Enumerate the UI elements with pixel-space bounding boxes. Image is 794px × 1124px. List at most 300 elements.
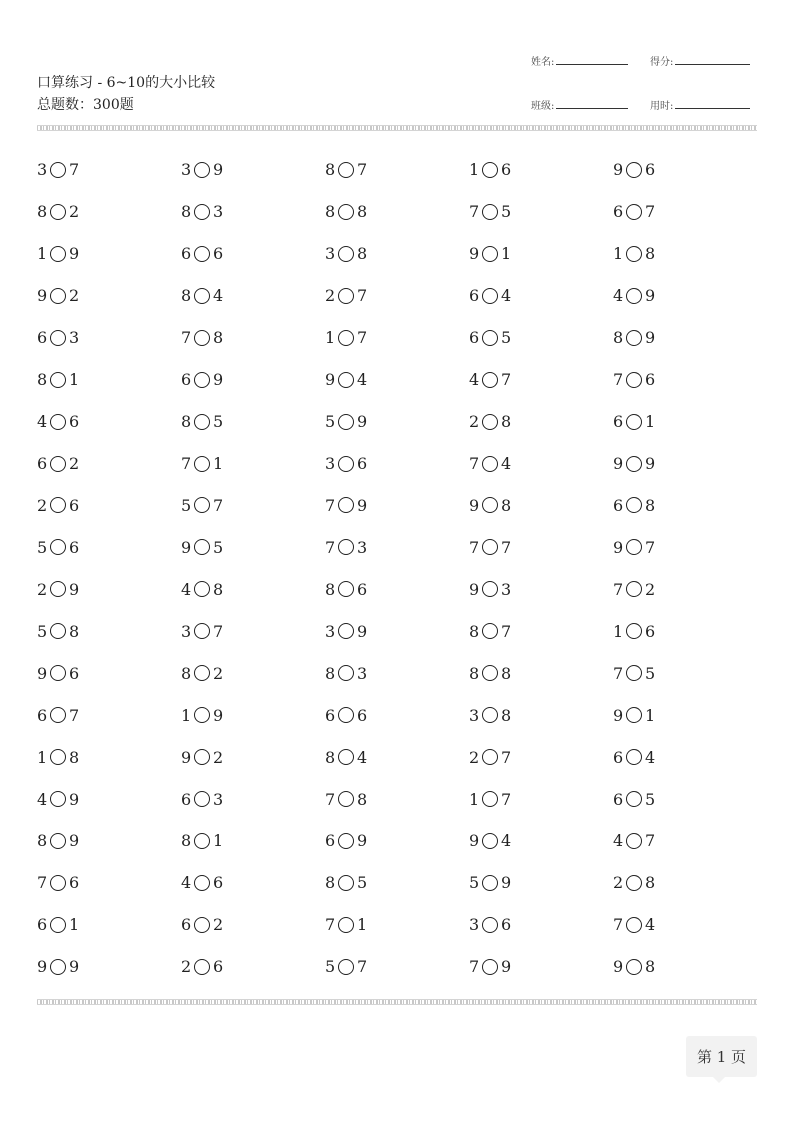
answer-circle[interactable] <box>626 623 642 639</box>
score-label: 得分: <box>650 57 674 68</box>
answer-circle[interactable] <box>482 833 498 849</box>
answer-circle[interactable] <box>194 456 210 472</box>
answer-circle[interactable] <box>626 791 642 807</box>
left-number: 5 <box>325 412 336 432</box>
comparison-problem <box>181 622 325 641</box>
left-number: 9 <box>469 495 480 515</box>
answer-circle[interactable] <box>338 833 354 849</box>
answer-circle[interactable] <box>50 791 66 807</box>
answer-circle[interactable] <box>626 707 642 723</box>
right-number: 9 <box>357 495 368 515</box>
right-number: 3 <box>501 579 512 599</box>
left-number: 6 <box>469 286 480 306</box>
answer-circle[interactable] <box>482 623 498 639</box>
comparison-problem <box>469 706 613 725</box>
left-number: 2 <box>469 412 480 432</box>
comparison-problem <box>469 454 613 473</box>
answer-circle[interactable] <box>482 330 498 346</box>
answer-circle[interactable] <box>338 330 354 346</box>
answer-circle[interactable] <box>338 749 354 765</box>
comparison-problem <box>181 790 325 809</box>
right-number: 5 <box>501 202 512 222</box>
worksheet-title: 口算练习 - 6~10的大小比较 <box>37 75 216 91</box>
right-number: 8 <box>645 495 656 515</box>
comparison-problem <box>37 748 181 767</box>
comparison-problem <box>469 664 613 683</box>
comparison-problem <box>37 286 181 305</box>
left-number: 8 <box>37 202 48 222</box>
answer-circle[interactable] <box>482 665 498 681</box>
answer-circle[interactable] <box>482 539 498 555</box>
right-number: 6 <box>213 957 224 977</box>
answer-circle[interactable] <box>194 204 210 220</box>
left-number: 9 <box>469 244 480 264</box>
right-number: 2 <box>69 454 80 474</box>
answer-circle[interactable] <box>626 330 642 346</box>
answer-circle[interactable] <box>50 372 66 388</box>
comparison-problem <box>181 496 325 515</box>
answer-circle[interactable] <box>482 749 498 765</box>
answer-circle[interactable] <box>194 791 210 807</box>
right-number: 4 <box>501 286 512 306</box>
right-number: 1 <box>357 915 368 935</box>
left-number: 7 <box>325 789 336 809</box>
comparison-problem <box>325 831 469 850</box>
left-number: 6 <box>37 454 48 474</box>
answer-circle[interactable] <box>338 162 354 178</box>
score-field[interactable] <box>650 52 750 68</box>
comparison-problem <box>325 538 469 557</box>
left-number: 8 <box>325 579 336 599</box>
comparison-problem <box>181 580 325 599</box>
answer-circle[interactable] <box>194 330 210 346</box>
answer-circle[interactable] <box>482 288 498 304</box>
problem-row <box>37 568 757 610</box>
right-number: 6 <box>645 370 656 390</box>
right-number: 7 <box>213 495 224 515</box>
comparison-problem <box>37 454 181 473</box>
answer-circle[interactable] <box>194 162 210 178</box>
answer-circle[interactable] <box>626 665 642 681</box>
right-number: 6 <box>213 873 224 893</box>
answer-circle[interactable] <box>194 288 210 304</box>
right-number: 7 <box>357 160 368 180</box>
answer-circle[interactable] <box>338 959 354 975</box>
page-number-label: 第 1 页 <box>696 1048 747 1066</box>
comparison-problem <box>181 454 325 473</box>
right-number: 6 <box>69 412 80 432</box>
comparison-problem <box>37 412 181 431</box>
answer-circle[interactable] <box>194 833 210 849</box>
answer-circle[interactable] <box>194 959 210 975</box>
comparison-problem <box>181 831 325 850</box>
right-number: 7 <box>213 621 224 641</box>
right-number: 7 <box>357 286 368 306</box>
answer-circle[interactable] <box>626 456 642 472</box>
right-number: 8 <box>645 957 656 977</box>
score-blank-line[interactable] <box>675 63 750 65</box>
right-number: 7 <box>645 202 656 222</box>
answer-circle[interactable] <box>482 917 498 933</box>
answer-circle[interactable] <box>626 581 642 597</box>
answer-circle[interactable] <box>626 288 642 304</box>
answer-circle[interactable] <box>338 707 354 723</box>
left-number: 5 <box>325 957 336 977</box>
answer-circle[interactable] <box>338 623 354 639</box>
problem-row <box>37 401 757 443</box>
left-number: 1 <box>613 621 624 641</box>
right-number: 5 <box>213 537 224 557</box>
comparison-problem <box>469 244 613 263</box>
answer-circle[interactable] <box>626 162 642 178</box>
answer-circle[interactable] <box>194 246 210 262</box>
comparison-problem <box>613 873 757 892</box>
answer-circle[interactable] <box>194 665 210 681</box>
answer-circle[interactable] <box>482 456 498 472</box>
right-number: 6 <box>645 160 656 180</box>
right-number: 9 <box>69 957 80 977</box>
problem-row <box>37 652 757 694</box>
left-number: 2 <box>37 579 48 599</box>
left-number: 7 <box>469 454 480 474</box>
answer-circle[interactable] <box>50 414 66 430</box>
problem-row <box>37 946 757 988</box>
right-number: 9 <box>69 789 80 809</box>
answer-circle[interactable] <box>482 791 498 807</box>
comparison-problem <box>37 790 181 809</box>
answer-circle[interactable] <box>626 414 642 430</box>
comparison-problem <box>613 915 757 934</box>
comparison-problem <box>469 831 613 850</box>
answer-circle[interactable] <box>50 330 66 346</box>
right-number: 9 <box>501 957 512 977</box>
answer-circle[interactable] <box>482 581 498 597</box>
answer-circle[interactable] <box>194 917 210 933</box>
comparison-problem <box>469 915 613 934</box>
right-number: 4 <box>357 370 368 390</box>
answer-circle[interactable] <box>50 246 66 262</box>
right-number: 3 <box>213 789 224 809</box>
answer-circle[interactable] <box>626 539 642 555</box>
right-number: 7 <box>357 957 368 977</box>
answer-circle[interactable] <box>482 414 498 430</box>
comparison-problem <box>325 328 469 347</box>
comparison-problem <box>613 202 757 221</box>
comparison-problem <box>469 160 613 179</box>
answer-circle[interactable] <box>626 917 642 933</box>
answer-circle[interactable] <box>626 246 642 262</box>
comparison-problem <box>613 328 757 347</box>
comparison-problem <box>325 286 469 305</box>
answer-circle[interactable] <box>338 917 354 933</box>
answer-circle[interactable] <box>482 707 498 723</box>
left-number: 2 <box>37 495 48 515</box>
comparison-problem <box>469 202 613 221</box>
left-number: 1 <box>37 747 48 767</box>
left-number: 4 <box>181 873 192 893</box>
right-number: 8 <box>357 202 368 222</box>
left-number: 7 <box>181 328 192 348</box>
right-number: 4 <box>357 747 368 767</box>
right-number: 1 <box>213 831 224 851</box>
left-number: 8 <box>181 663 192 683</box>
answer-circle[interactable] <box>626 204 642 220</box>
name-label: 姓名: <box>531 57 555 68</box>
comparison-problem <box>469 328 613 347</box>
page-number-badge <box>686 1036 757 1077</box>
answer-circle[interactable] <box>626 497 642 513</box>
left-number: 2 <box>613 873 624 893</box>
right-number: 7 <box>645 537 656 557</box>
left-number: 6 <box>613 202 624 222</box>
comparison-problem <box>325 957 469 976</box>
name-blank-line[interactable] <box>556 63 628 65</box>
answer-circle[interactable] <box>50 875 66 891</box>
left-number: 9 <box>613 454 624 474</box>
answer-circle[interactable] <box>50 581 66 597</box>
answer-circle[interactable] <box>50 623 66 639</box>
right-number: 3 <box>357 663 368 683</box>
right-number: 2 <box>69 202 80 222</box>
right-number: 1 <box>69 370 80 390</box>
left-number: 6 <box>37 705 48 725</box>
comparison-problem <box>613 496 757 515</box>
comparison-problem <box>469 538 613 557</box>
answer-circle[interactable] <box>338 875 354 891</box>
left-number: 6 <box>37 328 48 348</box>
right-number: 2 <box>69 286 80 306</box>
comparison-problem <box>37 370 181 389</box>
comparison-problem <box>37 915 181 934</box>
answer-circle[interactable] <box>194 707 210 723</box>
answer-circle[interactable] <box>338 246 354 262</box>
answer-circle[interactable] <box>626 833 642 849</box>
left-number: 9 <box>613 537 624 557</box>
comparison-problem <box>469 622 613 641</box>
time-blank-line[interactable] <box>675 107 750 109</box>
right-number: 1 <box>213 454 224 474</box>
left-number: 9 <box>181 537 192 557</box>
right-number: 1 <box>69 915 80 935</box>
answer-circle[interactable] <box>50 707 66 723</box>
right-number: 9 <box>645 328 656 348</box>
problem-row <box>37 317 757 359</box>
right-number: 9 <box>357 621 368 641</box>
comparison-problem <box>325 706 469 725</box>
right-number: 9 <box>213 160 224 180</box>
comparison-problem <box>613 580 757 599</box>
class-label: 班级: <box>531 101 555 112</box>
right-number: 8 <box>501 495 512 515</box>
comparison-problem <box>325 873 469 892</box>
answer-circle[interactable] <box>338 665 354 681</box>
answer-circle[interactable] <box>338 539 354 555</box>
answer-circle[interactable] <box>338 791 354 807</box>
right-number: 2 <box>213 663 224 683</box>
left-number: 7 <box>613 915 624 935</box>
answer-circle[interactable] <box>626 959 642 975</box>
answer-circle[interactable] <box>626 875 642 891</box>
right-number: 2 <box>213 747 224 767</box>
right-number: 5 <box>645 789 656 809</box>
answer-circle[interactable] <box>50 833 66 849</box>
answer-circle[interactable] <box>50 665 66 681</box>
problem-row <box>37 443 757 485</box>
time-field[interactable] <box>650 96 750 112</box>
left-number: 9 <box>613 160 624 180</box>
problem-row <box>37 233 757 275</box>
right-number: 8 <box>213 579 224 599</box>
right-number: 9 <box>213 705 224 725</box>
left-number: 3 <box>325 454 336 474</box>
problem-grid <box>37 149 757 988</box>
right-number: 2 <box>213 915 224 935</box>
answer-circle[interactable] <box>626 749 642 765</box>
left-number: 9 <box>613 957 624 977</box>
problem-row <box>37 149 757 191</box>
answer-circle[interactable] <box>338 372 354 388</box>
right-number: 6 <box>69 537 80 557</box>
left-number: 1 <box>469 160 480 180</box>
left-number: 3 <box>469 705 480 725</box>
answer-circle[interactable] <box>482 497 498 513</box>
left-number: 1 <box>37 244 48 264</box>
answer-circle[interactable] <box>338 497 354 513</box>
answer-circle[interactable] <box>482 959 498 975</box>
left-number: 7 <box>613 370 624 390</box>
comparison-problem <box>325 454 469 473</box>
answer-circle[interactable] <box>50 162 66 178</box>
right-number: 7 <box>357 328 368 348</box>
right-number: 4 <box>501 831 512 851</box>
answer-circle[interactable] <box>482 162 498 178</box>
left-number: 6 <box>181 244 192 264</box>
right-number: 8 <box>501 663 512 683</box>
class-field[interactable] <box>531 96 628 112</box>
answer-circle[interactable] <box>482 372 498 388</box>
answer-circle[interactable] <box>338 204 354 220</box>
answer-circle[interactable] <box>194 623 210 639</box>
left-number: 8 <box>469 621 480 641</box>
answer-circle[interactable] <box>50 204 66 220</box>
left-number: 6 <box>613 412 624 432</box>
answer-circle[interactable] <box>482 246 498 262</box>
left-number: 8 <box>181 286 192 306</box>
comparison-problem <box>181 202 325 221</box>
right-number: 7 <box>501 370 512 390</box>
comparison-problem <box>181 664 325 683</box>
answer-circle[interactable] <box>194 539 210 555</box>
answer-circle[interactable] <box>482 204 498 220</box>
class-blank-line[interactable] <box>556 107 628 109</box>
answer-circle[interactable] <box>194 749 210 765</box>
right-number: 8 <box>645 244 656 264</box>
answer-circle[interactable] <box>338 581 354 597</box>
answer-circle[interactable] <box>194 372 210 388</box>
right-number: 6 <box>213 244 224 264</box>
answer-circle[interactable] <box>338 456 354 472</box>
answer-circle[interactable] <box>338 414 354 430</box>
right-number: 8 <box>501 705 512 725</box>
answer-circle[interactable] <box>194 497 210 513</box>
answer-circle[interactable] <box>482 875 498 891</box>
comparison-problem <box>613 790 757 809</box>
answer-circle[interactable] <box>626 372 642 388</box>
answer-circle[interactable] <box>50 539 66 555</box>
answer-circle[interactable] <box>194 414 210 430</box>
comparison-problem <box>325 580 469 599</box>
right-number: 5 <box>501 328 512 348</box>
comparison-problem <box>613 412 757 431</box>
problem-row <box>37 610 757 652</box>
right-number: 9 <box>213 370 224 390</box>
right-number: 6 <box>501 160 512 180</box>
right-number: 8 <box>69 621 80 641</box>
answer-circle[interactable] <box>194 875 210 891</box>
right-number: 4 <box>645 747 656 767</box>
problem-row <box>37 485 757 527</box>
name-field[interactable] <box>531 52 628 68</box>
problem-row <box>37 820 757 862</box>
comparison-problem <box>181 957 325 976</box>
answer-circle[interactable] <box>50 959 66 975</box>
left-number: 8 <box>325 747 336 767</box>
right-number: 8 <box>357 244 368 264</box>
comparison-problem <box>37 538 181 557</box>
comparison-problem <box>37 496 181 515</box>
answer-circle[interactable] <box>50 749 66 765</box>
answer-circle[interactable] <box>50 288 66 304</box>
answer-circle[interactable] <box>338 288 354 304</box>
comparison-problem <box>37 580 181 599</box>
answer-circle[interactable] <box>50 456 66 472</box>
comparison-problem <box>613 370 757 389</box>
right-number: 6 <box>501 915 512 935</box>
right-number: 3 <box>69 328 80 348</box>
left-number: 6 <box>613 789 624 809</box>
left-number: 3 <box>325 621 336 641</box>
right-number: 6 <box>69 663 80 683</box>
left-number: 6 <box>181 370 192 390</box>
bottom-decorative-border <box>37 999 757 1005</box>
comparison-problem <box>181 915 325 934</box>
comparison-problem <box>469 580 613 599</box>
left-number: 1 <box>181 705 192 725</box>
answer-circle[interactable] <box>50 497 66 513</box>
right-number: 8 <box>213 328 224 348</box>
left-number: 9 <box>469 831 480 851</box>
comparison-problem <box>325 160 469 179</box>
answer-circle[interactable] <box>194 581 210 597</box>
left-number: 9 <box>613 705 624 725</box>
answer-circle[interactable] <box>50 917 66 933</box>
comparison-problem <box>325 370 469 389</box>
left-number: 8 <box>613 328 624 348</box>
top-decorative-border <box>37 125 757 131</box>
comparison-problem <box>613 160 757 179</box>
left-number: 9 <box>469 579 480 599</box>
problem-row <box>37 275 757 317</box>
comparison-problem <box>325 496 469 515</box>
right-number: 9 <box>645 286 656 306</box>
right-number: 9 <box>69 244 80 264</box>
comparison-problem <box>37 664 181 683</box>
right-number: 3 <box>213 202 224 222</box>
comparison-problem <box>37 328 181 347</box>
comparison-problem <box>613 831 757 850</box>
comparison-problem <box>325 915 469 934</box>
comparison-problem <box>613 706 757 725</box>
